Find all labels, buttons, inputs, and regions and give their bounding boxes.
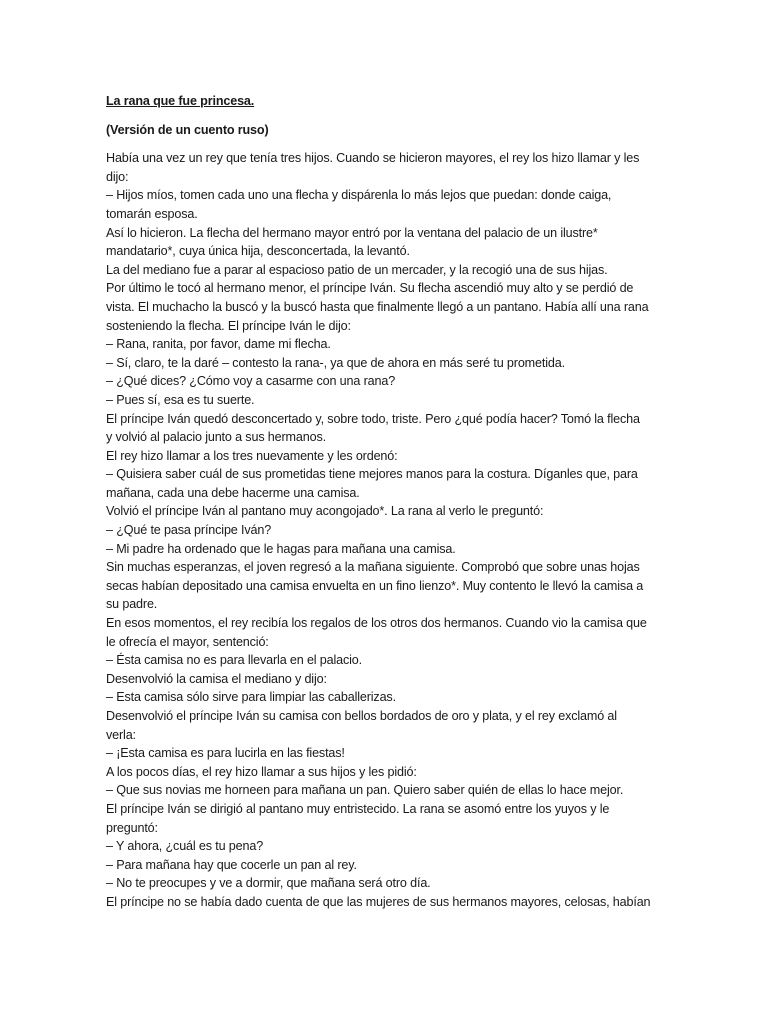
text-line: El príncipe Iván se dirigió al pantano muy entristecido. La rana se asomó entre los yuyos y le xyxy=(106,801,610,816)
text-line: – Sí, claro, te la daré – contesto la rana-, ya que de ahora en más seré tu prometida. xyxy=(106,355,565,370)
text-line: Volvió el príncipe Iván al pantano muy acongojado*. La rana al verlo le preguntó: xyxy=(106,504,544,519)
text-line: Por último le tocó al hermano menor, el príncipe Iván. Su flecha ascendió muy alto y se perdió de xyxy=(106,281,634,296)
text-line: La del mediano fue a parar al espacioso patio de un mercader, y la recogió una de sus hijas. xyxy=(106,262,608,277)
spacer xyxy=(106,139,666,149)
text-line: sosteniendo la flecha. El príncipe Iván le dijo: xyxy=(106,318,351,333)
text-line: su padre. xyxy=(106,597,158,612)
story-subtitle: (Versión de un cuento ruso) xyxy=(106,122,269,137)
text-line: – Ésta camisa no es para llevarla en el palacio. xyxy=(106,653,363,668)
text-line: Así lo hicieron. La flecha del hermano mayor entró por la ventana del palacio de un ilustre* xyxy=(106,225,598,240)
document-body xyxy=(106,92,666,912)
text-line: vista. El muchacho la buscó y la buscó hasta que finalmente llegó a un pantano. Había allí una rana xyxy=(106,299,649,314)
text-line: mañana, cada una debe hacerme una camisa. xyxy=(106,485,360,500)
text-line: Desenvolvió la camisa el mediano y dijo: xyxy=(106,671,327,686)
text-line: – Rana, ranita, por favor, dame mi flecha. xyxy=(106,337,331,352)
text-line: El rey hizo llamar a los tres nuevamente y les ordenó: xyxy=(106,448,398,463)
text-line: – Esta camisa sólo sirve para limpiar las caballerizas. xyxy=(106,690,396,705)
text-line: dijo: xyxy=(106,169,129,184)
text-line: Sin muchas esperanzas, el joven regresó a la mañana siguiente. Comprobó que sobre unas hojas xyxy=(106,560,640,575)
text-line: – Y ahora, ¿cuál es tu pena? xyxy=(106,839,264,854)
text-line: – Mi padre ha ordenado que le hagas para mañana una camisa. xyxy=(106,541,456,556)
text-line: le ofrecía el mayor, sentenció: xyxy=(106,634,269,649)
text-line: – Quisiera saber cuál de sus prometidas tiene mejores manos para la costura. Díganles que, para xyxy=(106,467,638,482)
text-line: verla: xyxy=(106,727,136,742)
text-line: Había una vez un rey que tenía tres hijos. Cuando se hicieron mayores, el rey los hizo llamar y les xyxy=(106,151,640,166)
text-line: – No te preocupes y ve a dormir, que mañana será otro día. xyxy=(106,876,431,891)
text-line: – ¡Esta camisa es para lucirla en las fiestas! xyxy=(106,746,345,761)
text-line: El príncipe Iván quedó desconcertado y, sobre todo, triste. Pero ¿qué podía hacer? Tomó la flecha xyxy=(106,411,640,426)
text-line: y volvió al palacio junto a sus hermanos. xyxy=(106,430,326,445)
text-line: mandatario*, cuya única hija, desconcertada, la levantó. xyxy=(106,244,410,259)
story-title: La rana que fue princesa. xyxy=(106,94,255,108)
text-line: preguntó: xyxy=(106,820,158,835)
text-line: tomarán esposa. xyxy=(106,206,198,221)
text-line: Desenvolvió el príncipe Iván su camisa con bellos bordados de oro y plata, y el rey exclamó al xyxy=(106,709,617,723)
text-line: El príncipe no se había dado cuenta de que las mujeres de sus hermanos mayores, celosas, habían xyxy=(106,894,651,909)
story-text xyxy=(106,149,666,911)
text-line: – Hijos míos, tomen cada uno una flecha y dispárenla lo más lejos que puedan: donde caiga, xyxy=(106,188,612,203)
text-line: – ¿Qué dices? ¿Cómo voy a casarme con una rana? xyxy=(106,374,396,389)
text-line: En esos momentos, el rey recibía los regalos de los otros dos hermanos. Cuando vio la camisa que xyxy=(106,616,647,631)
text-line: – Que sus novias me horneen para mañana un pan. Quiero saber quién de ellas lo hace mejor. xyxy=(106,783,624,798)
text-line: – Pues sí, esa es tu suerte. xyxy=(106,392,255,407)
text-line: – ¿Qué te pasa príncipe Iván? xyxy=(106,523,272,538)
text-line: secas habían depositado una camisa envuelta en un fino lienzo*. Muy contento le llevó la camisa a xyxy=(106,578,644,593)
spacer xyxy=(106,111,666,121)
text-line: A los pocos días, el rey hizo llamar a sus hijos y les pidió: xyxy=(106,764,417,779)
text-line: – Para mañana hay que cocerle un pan al rey. xyxy=(106,857,357,872)
